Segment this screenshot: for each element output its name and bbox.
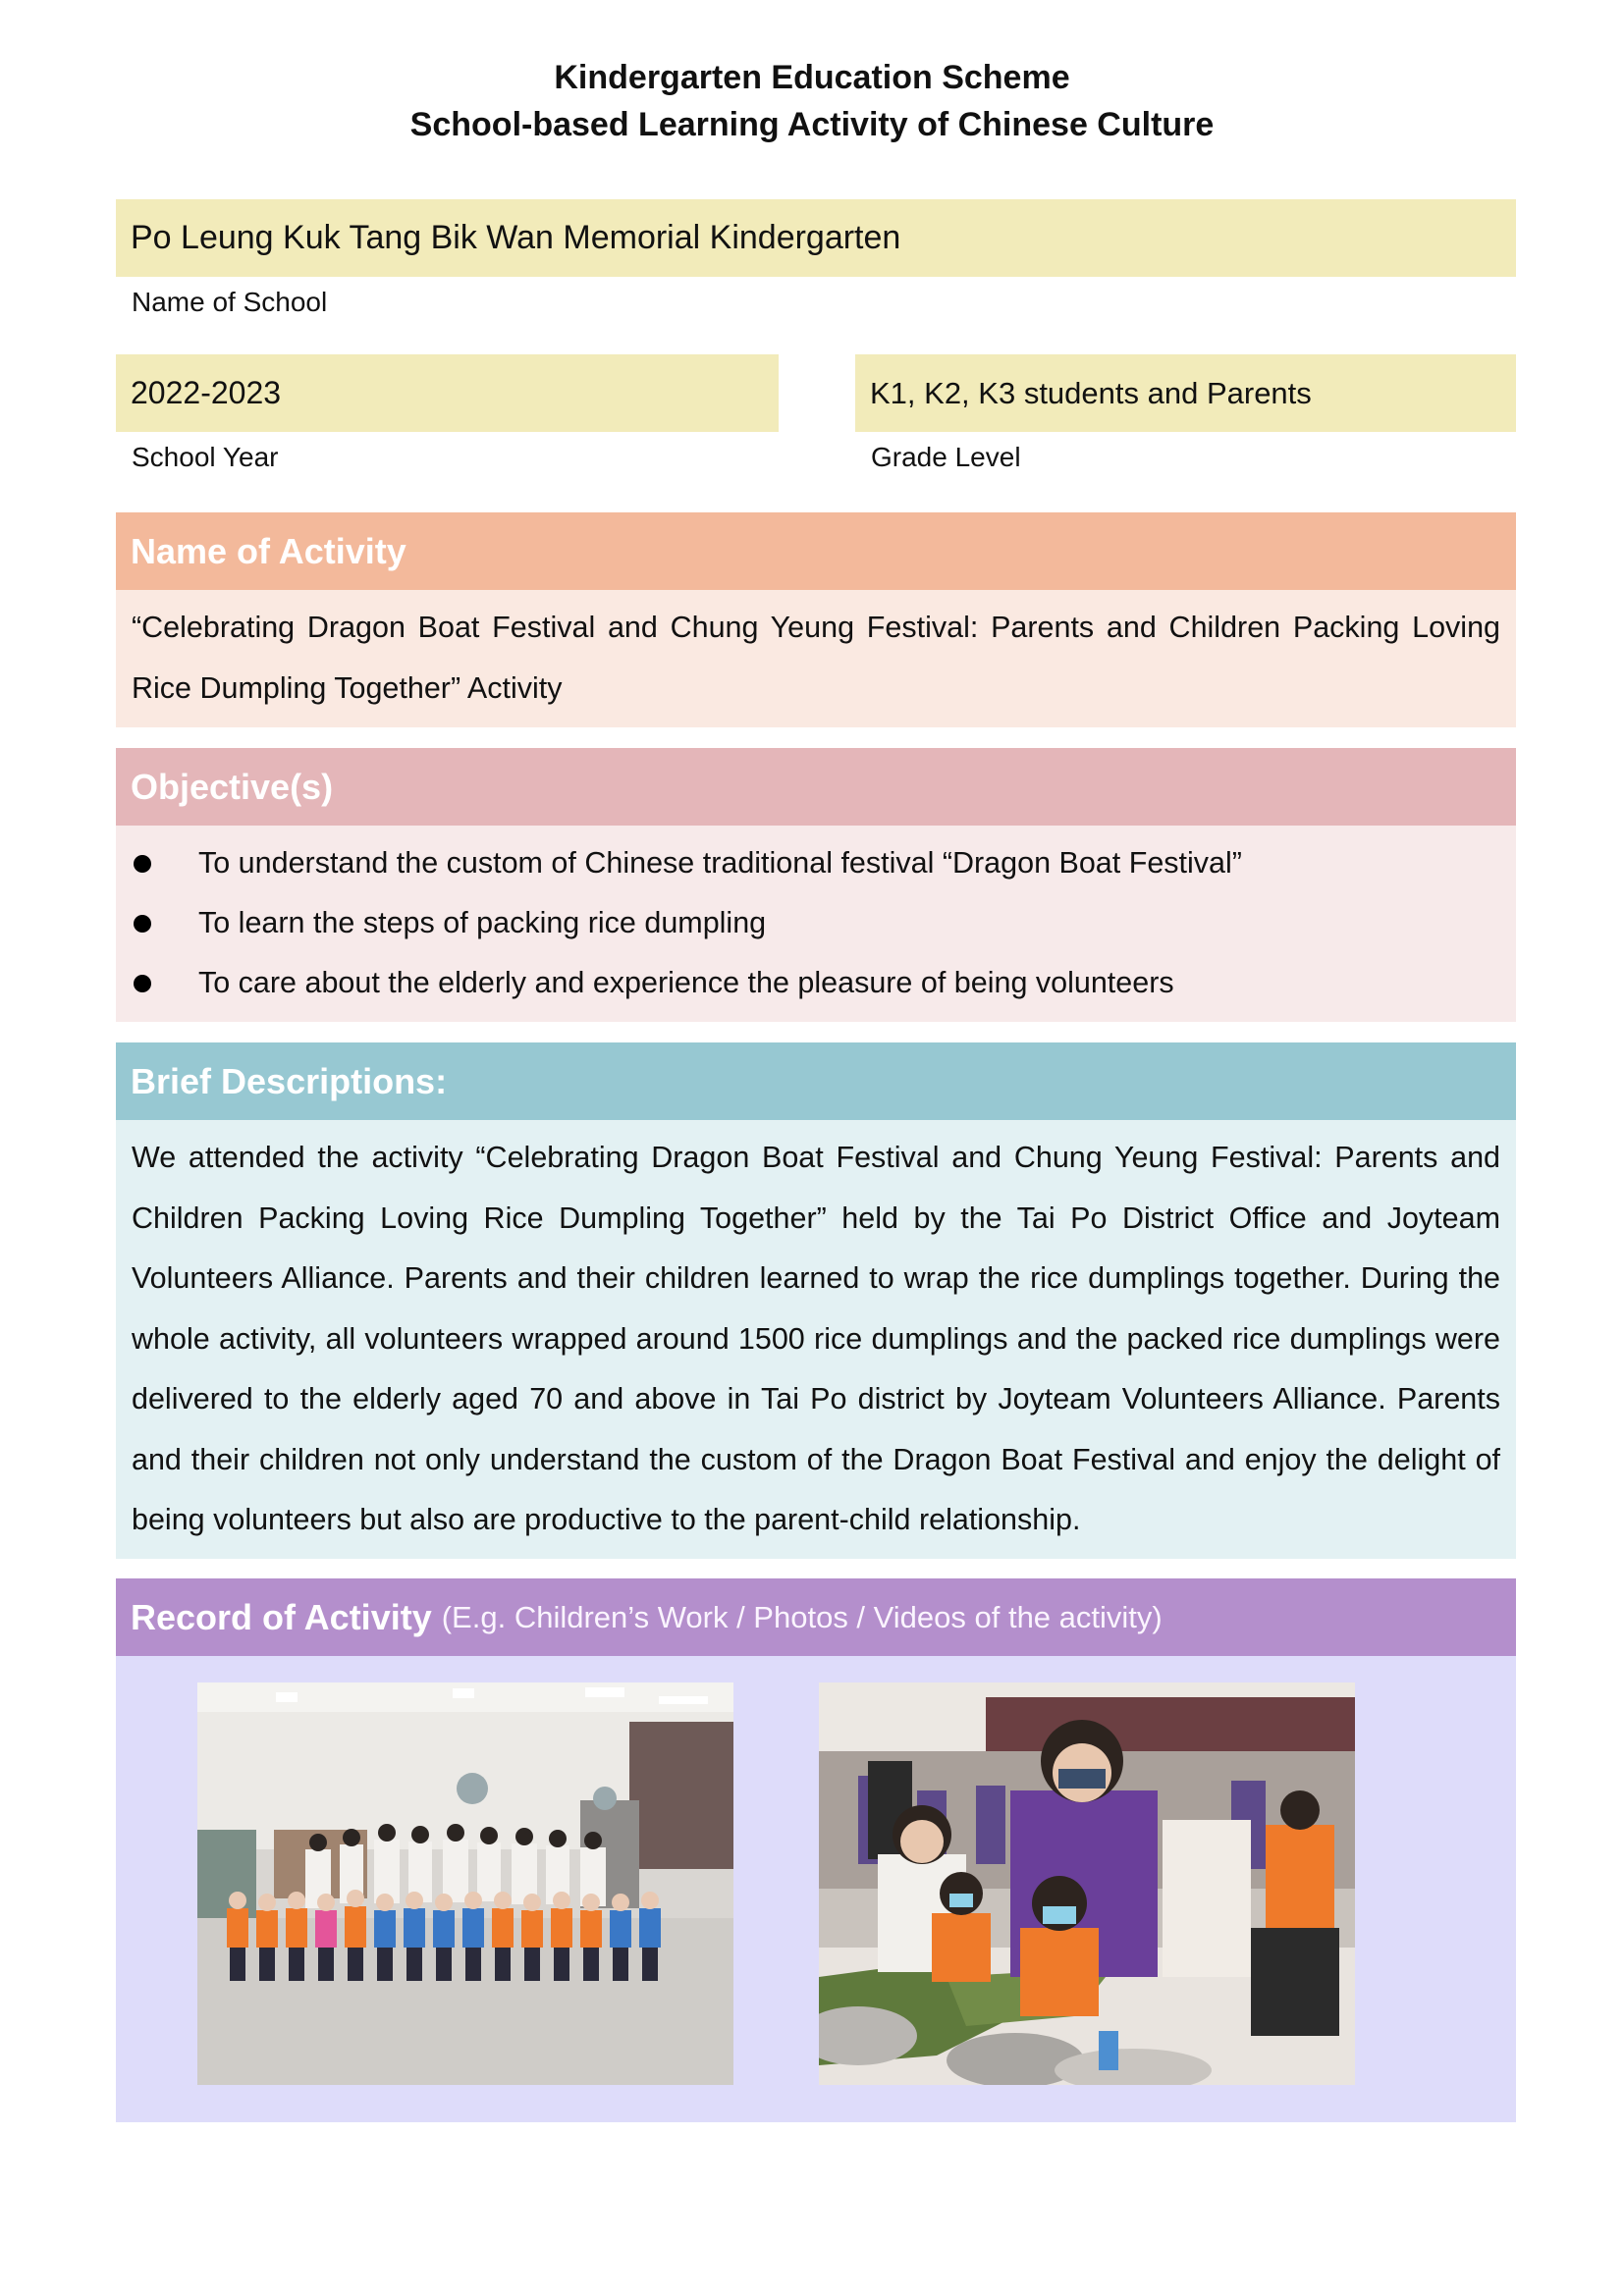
document-title: Kindergarten Education Scheme [554, 59, 1070, 96]
bullet-icon [134, 915, 151, 933]
objectives-body [116, 826, 1516, 1022]
objective-text: To learn the steps of packing rice dumpling [198, 906, 767, 939]
activity-name-text: “Celebrating Dragon Boat Festival and Chung Yeung Festival: Parents and Children Packing Loving Rice Dumpling Together” Activity [132, 611, 1500, 705]
record-body [116, 1656, 1516, 2122]
objective-text: To care about the elderly and experience the pleasure of being volunteers [198, 966, 1174, 999]
objective-item [116, 953, 1516, 1013]
school-year-field [116, 354, 779, 432]
grade-level-field [855, 354, 1516, 432]
objectives-header [116, 748, 1516, 826]
activity-name-heading: Name of Activity [131, 530, 406, 571]
school-name-caption: Name of School [132, 287, 328, 317]
bullet-icon [134, 975, 151, 992]
activity-name-body [116, 590, 1516, 727]
school-name-field [116, 199, 1516, 277]
description-header [116, 1042, 1516, 1120]
description-text: We attended the activity “Celebrating Dragon Boat Festival and Chung Yeung Festival: Parents and Children Packing Loving Rice Dumpling Together” held by the Tai Po District Office and Joyteam Volunteers Alliance. Parents and their children learned to wrap the rice dumplings together. During the whole activity, all volunteers wrapped around 1500 rice dumplings and the packed rice dumplings were delivered to the elderly aged 70 and above in Tai Po district by Joyteam Volunteers Alliance. Parents and their children not only understand the custom of the Dragon Boat Festival and enjoy the delight of being volunteers but also are productive to the parent-child relationship. [132, 1141, 1500, 1536]
group-photo [197, 1682, 733, 2085]
grade-level-caption: Grade Level [871, 442, 1021, 472]
document-subtitle: School-based Learning Activity of Chinese Culture [409, 106, 1215, 143]
activity-name-header [116, 512, 1516, 590]
description-heading: Brief Descriptions: [131, 1060, 448, 1101]
description-body [116, 1120, 1516, 1559]
bullet-icon [134, 855, 151, 873]
objectives-heading: Objective(s) [131, 766, 334, 807]
school-name-value: Po Leung Kuk Tang Bik Wan Memorial Kindergarten [131, 219, 901, 256]
school-year-value: 2022-2023 [131, 375, 282, 410]
objective-item [116, 833, 1516, 893]
record-heading: Record of Activity [131, 1596, 432, 1637]
school-year-caption: School Year [132, 442, 279, 472]
objective-text: To understand the custom of Chinese traditional festival “Dragon Boat Festival” [198, 846, 1242, 880]
dumpling-wrapping-photo [819, 1682, 1355, 2085]
grade-level-value: K1, K2, K3 students and Parents [870, 375, 1312, 410]
record-header [116, 1578, 1516, 1656]
objective-item [116, 893, 1516, 953]
record-subheading: (E.g. Children’s Work / Photos / Videos of the activity) [441, 1599, 1163, 1634]
